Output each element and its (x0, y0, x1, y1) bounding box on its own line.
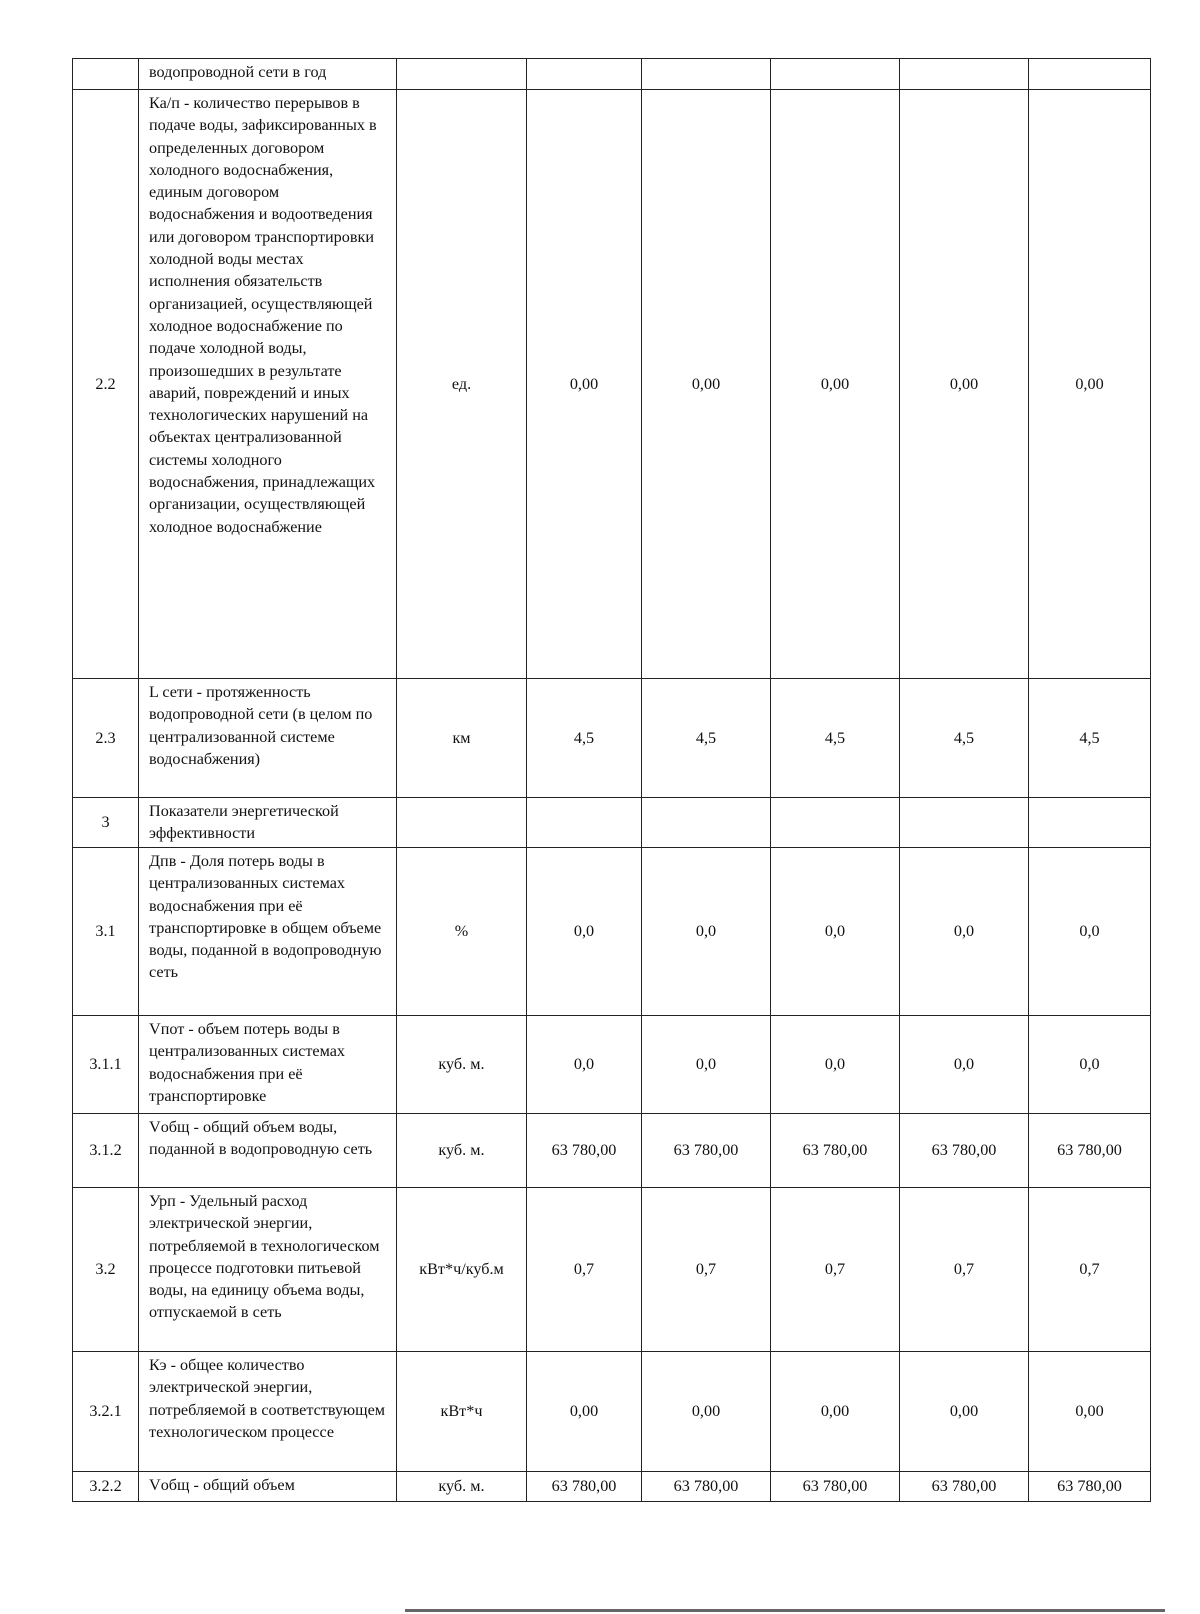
table-row (73, 848, 1151, 1016)
unit-cell: кВт*ч (397, 1352, 527, 1472)
value-cell: 63 780,00 (527, 1472, 642, 1502)
value-cell: 4,5 (642, 679, 771, 798)
value-cell: 4,5 (771, 679, 900, 798)
value-cell: 63 780,00 (1029, 1114, 1151, 1188)
unit-cell: км (397, 679, 527, 798)
value-cell (1029, 59, 1151, 90)
value-cell: 63 780,00 (900, 1472, 1029, 1502)
indicators-table (72, 58, 1151, 1502)
value-cell: 0,7 (1029, 1188, 1151, 1352)
value-cell: 63 780,00 (771, 1472, 900, 1502)
table-row (73, 1188, 1151, 1352)
value-cell: 4,5 (1029, 679, 1151, 798)
indicator-description: L сети - протяженность водопроводной сети (в целом по централизованной системе водоснабжения) (139, 679, 397, 798)
table-row (73, 1472, 1151, 1502)
value-cell: 0,00 (1029, 90, 1151, 679)
value-cell (642, 59, 771, 90)
value-cell: 0,0 (642, 1016, 771, 1114)
value-cell: 63 780,00 (527, 1114, 642, 1188)
value-cell: 0,00 (900, 90, 1029, 679)
unit-cell (397, 798, 527, 848)
unit-cell (397, 59, 527, 90)
value-cell: 63 780,00 (642, 1114, 771, 1188)
value-cell: 0,00 (771, 1352, 900, 1472)
value-cell: 4,5 (527, 679, 642, 798)
unit-cell: куб. м. (397, 1472, 527, 1502)
value-cell: 63 780,00 (642, 1472, 771, 1502)
value-cell: 0,0 (771, 848, 900, 1016)
unit-cell: куб. м. (397, 1016, 527, 1114)
value-cell: 0,0 (1029, 848, 1151, 1016)
value-cell: 0,00 (642, 90, 771, 679)
value-cell: 0,7 (642, 1188, 771, 1352)
value-cell: 0,00 (1029, 1352, 1151, 1472)
row-number: 3.2.2 (73, 1472, 139, 1502)
row-number (73, 59, 139, 90)
table-row (73, 59, 1151, 90)
value-cell: 0,00 (771, 90, 900, 679)
value-cell: 0,00 (642, 1352, 771, 1472)
row-number: 3.2.1 (73, 1352, 139, 1472)
table-row (73, 1114, 1151, 1188)
table-row (73, 1016, 1151, 1114)
table-row (73, 90, 1151, 679)
section-heading: Показатели энергетической эффективности (139, 798, 397, 848)
value-cell: 0,0 (527, 1016, 642, 1114)
value-cell: 0,0 (900, 848, 1029, 1016)
value-cell: 0,00 (527, 90, 642, 679)
value-cell: 0,00 (527, 1352, 642, 1472)
indicator-description: Ка/п - количество перерывов в подаче воды, зафиксированных в определенных договором холодного водоснабжения, единым договором водоснабжения и водоотведения или договором транспортировки холодной воды местах исполнения обязательств организацией, осуществляющей холодное водоснабжение по подаче холодной воды, произошедших в результате аварий, повреждений и иных технологических нарушений на объектах централизованной системы холодного водоснабжения, принадлежащих организации, осуществляющей холодное водоснабжение (139, 90, 397, 679)
value-cell: 0,00 (900, 1352, 1029, 1472)
unit-cell: куб. м. (397, 1114, 527, 1188)
indicator-description: Дпв - Доля потерь воды в централизованных системах водоснабжения при её транспортировке в общем объеме воды, поданной в водопроводную сеть (139, 848, 397, 1016)
indicator-description: Vобщ - общий объем воды, поданной в водопроводную сеть (139, 1114, 397, 1188)
indicator-description: Урп - Удельный расход электрической энергии, потребляемой в технологическом процессе подготовки питьевой воды, на единицу объема воды, отпускаемой в сеть (139, 1188, 397, 1352)
row-number: 3.1.2 (73, 1114, 139, 1188)
value-cell: 0,7 (900, 1188, 1029, 1352)
value-cell (527, 59, 642, 90)
value-cell: 0,0 (527, 848, 642, 1016)
row-number: 2.3 (73, 679, 139, 798)
unit-cell: кВт*ч/куб.м (397, 1188, 527, 1352)
value-cell: 63 780,00 (1029, 1472, 1151, 1502)
value-cell: 0,0 (642, 848, 771, 1016)
value-cell (771, 798, 900, 848)
indicator-description: Кэ - общее количество электрической энергии, потребляемой в соответствующем технологическом процессе (139, 1352, 397, 1472)
row-number: 3.1.1 (73, 1016, 139, 1114)
row-number: 3 (73, 798, 139, 848)
value-cell (900, 59, 1029, 90)
row-number: 2.2 (73, 90, 139, 679)
value-cell: 0,7 (527, 1188, 642, 1352)
value-cell: 0,7 (771, 1188, 900, 1352)
indicator-description: Vобщ - общий объем (139, 1472, 397, 1502)
value-cell: 0,0 (1029, 1016, 1151, 1114)
table-row (73, 679, 1151, 798)
value-cell (527, 798, 642, 848)
scan-edge-divider (405, 1609, 1165, 1612)
unit-cell: ед. (397, 90, 527, 679)
row-number: 3.2 (73, 1188, 139, 1352)
table-row (73, 1352, 1151, 1472)
indicator-description: водопроводной сети в год (139, 59, 397, 90)
value-cell: 4,5 (900, 679, 1029, 798)
value-cell: 0,0 (900, 1016, 1029, 1114)
value-cell (771, 59, 900, 90)
row-number: 3.1 (73, 848, 139, 1016)
value-cell (1029, 798, 1151, 848)
value-cell: 0,0 (771, 1016, 900, 1114)
value-cell (900, 798, 1029, 848)
value-cell: 63 780,00 (900, 1114, 1029, 1188)
table-row (73, 798, 1151, 848)
unit-cell: % (397, 848, 527, 1016)
indicator-description: Vпот - объем потерь воды в централизованных системах водоснабжения при её транспортировке (139, 1016, 397, 1114)
value-cell (642, 798, 771, 848)
value-cell: 63 780,00 (771, 1114, 900, 1188)
